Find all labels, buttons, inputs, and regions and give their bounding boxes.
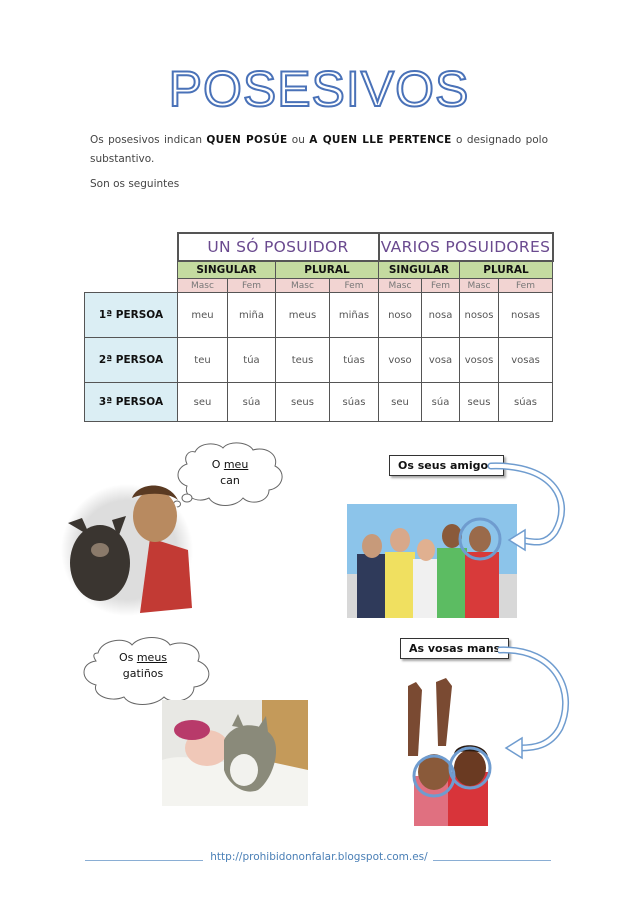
page-title [0, 62, 638, 118]
keyword-quen-posue: QUEN POSÚE [206, 134, 288, 146]
underlined-possessive: meu [223, 458, 249, 471]
table-cell: miña [228, 293, 276, 338]
footer-url[interactable]: http://prohibidononfalar.blogspot.com.es/ [210, 851, 428, 863]
table-cell: teu [178, 338, 228, 383]
table-row [85, 338, 553, 383]
table-cell: miñas [330, 293, 379, 338]
table-cell: nosas [499, 293, 553, 338]
header-fem: Fem [330, 279, 379, 293]
row-label: 3ª PERSOA [85, 383, 178, 422]
table-cell: súas [330, 383, 379, 422]
keyword-quen-lle-pertence: A QUEN LLE PERTENCE [309, 134, 452, 146]
table-cell: súa [228, 383, 276, 422]
table-row [85, 293, 553, 338]
intro-second-line: Son os seguintes [90, 178, 180, 190]
table-cell: súas [499, 383, 553, 422]
arrow-to-hands [498, 644, 578, 764]
label-box-vosas-mans: As vosas mans [400, 638, 509, 659]
header-masc: Masc [460, 279, 499, 293]
boy-with-dog-photo [60, 478, 195, 618]
table-cell: meu [178, 293, 228, 338]
intro-paragraph: Os posesivos indican QUEN POSÚE ou A QUEN LLE PERTENCE o designado polo substantivo. [90, 134, 548, 165]
table-cell: vosa [422, 338, 460, 383]
header-plural: PLURAL [460, 261, 553, 279]
row-label: 2ª PERSOA [85, 338, 178, 383]
row-label: 1ª PERSOA [85, 293, 178, 338]
label-box-seus-amigos: Os seus amigos [389, 455, 504, 476]
title-text: POSESIVOS [169, 62, 469, 117]
header-singular: SINGULAR [379, 261, 460, 279]
header-fem: Fem [228, 279, 276, 293]
possessives-table [84, 232, 554, 422]
underlined-possessive: meus [136, 651, 168, 664]
header-fem: Fem [422, 279, 460, 293]
arrow-to-friends [485, 462, 575, 552]
table-cell: noso [379, 293, 422, 338]
table-cell: súa [422, 383, 460, 422]
bubble-1-text: O meu can [211, 458, 249, 487]
header-plural: PLURAL [276, 261, 379, 279]
table-cell: teus [276, 338, 330, 383]
header-masc: Masc [276, 279, 330, 293]
table-cell: seu [178, 383, 228, 422]
header-fem: Fem [499, 279, 553, 293]
footer-divider-right [433, 860, 551, 861]
table-cell: seus [276, 383, 330, 422]
header-masc: Masc [379, 279, 422, 293]
header-masc: Masc [178, 279, 228, 293]
table-cell: seu [379, 383, 422, 422]
table-cell: nosos [460, 293, 499, 338]
table-row [85, 383, 553, 422]
table-cell: voso [379, 338, 422, 383]
header-singular: SINGULAR [178, 261, 276, 279]
group-several-owners: VARIOS POSUIDORES [379, 233, 553, 261]
table-cell: túas [330, 338, 379, 383]
group-one-owner: UN SÓ POSUIDOR [178, 233, 379, 261]
table-cell: nosa [422, 293, 460, 338]
table-cell: seus [460, 383, 499, 422]
table-cell: vosas [499, 338, 553, 383]
table-cell: túa [228, 338, 276, 383]
baby-with-cat-photo [162, 700, 308, 806]
raised-hands-photo [400, 676, 498, 826]
bubble-2-text: Os meus gatiños [118, 651, 168, 680]
table-cell: vosos [460, 338, 499, 383]
table-cell: meus [276, 293, 330, 338]
